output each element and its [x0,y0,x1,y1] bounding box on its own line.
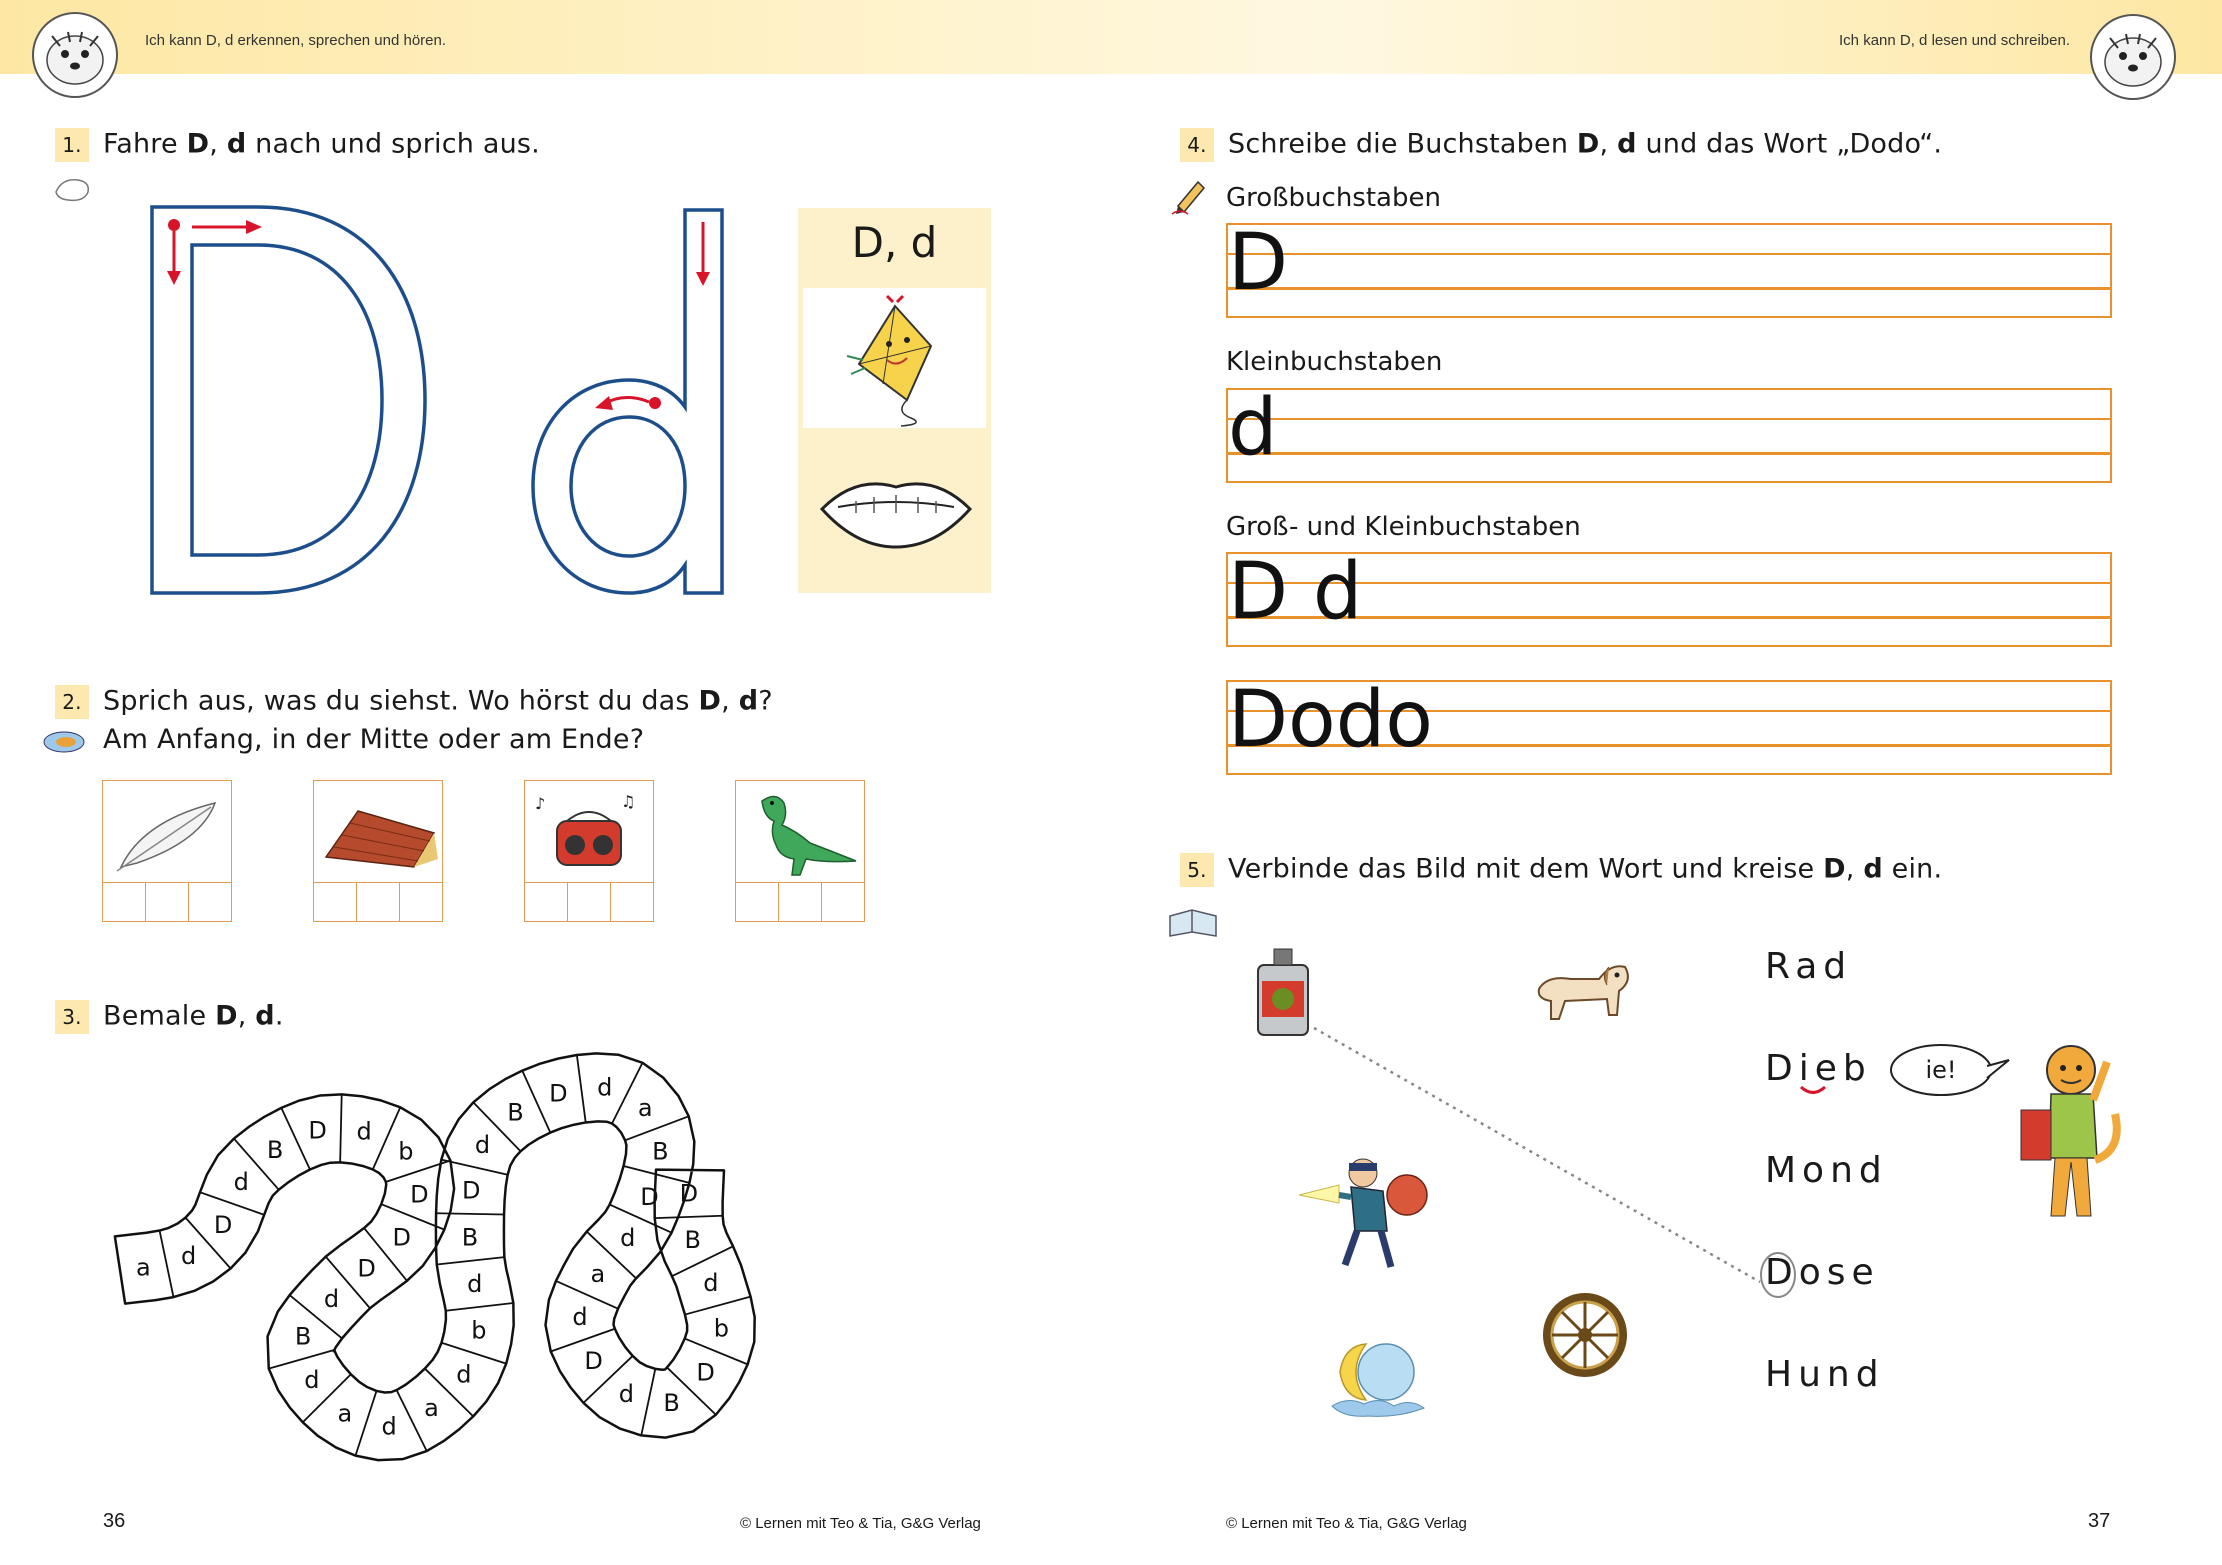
snake-segment-letter[interactable]: B [663,1388,680,1417]
snake-segment-letter[interactable]: b [471,1316,487,1345]
roof-icon [314,781,442,881]
snake-segment-letter[interactable]: D [461,1176,481,1205]
snake-segment-letter[interactable]: a [337,1399,353,1428]
snake-segment-letter[interactable]: D [308,1116,327,1145]
snake-segment-letter[interactable]: B [294,1322,312,1351]
task2-number: 2. [55,685,89,719]
letter-card [798,208,991,593]
writing-lines-both[interactable] [1226,547,2112,647]
snake-segment-letter[interactable]: a [637,1094,653,1123]
word-mond[interactable]: Mond [1765,1150,1888,1191]
snake-segment-letter[interactable]: B [684,1225,701,1254]
task2-line2: Am Anfang, in der Mitte oder am Ende? [103,724,645,755]
snake-segment-letter[interactable]: a [424,1393,439,1422]
wheel-icon[interactable] [1542,1292,1628,1378]
snake-segment-letter[interactable]: b [713,1314,729,1343]
label-uppercase: Großbuchstaben [1226,183,1441,213]
dog-icon[interactable] [1525,945,1635,1025]
book-icon [1166,906,1220,940]
writing-lines-lowercase[interactable] [1226,383,2112,483]
circled-letter-mark [1758,1250,1798,1300]
picture-card-radio [524,780,654,922]
task3-number: 3. [55,1000,89,1034]
sample-both: D d [1228,547,1363,637]
trace-letter-D[interactable] [140,180,440,605]
tiger-mascot-icon [2088,12,2178,102]
task2-instruction: 2. Sprich aus, was du siehst. Wo hörst du das D, d? [55,685,773,719]
snake-segment-letter[interactable]: D [392,1223,411,1252]
snake-segment-letter[interactable]: d [304,1366,320,1395]
writing-lines-uppercase[interactable] [1226,218,2112,318]
snake-segment-letter[interactable]: d [597,1073,613,1102]
snake-segment-letter[interactable]: d [181,1242,197,1271]
word-rad[interactable]: Rad [1765,946,1853,987]
snake-segment-letter[interactable]: d [474,1131,491,1160]
radio-icon [525,781,653,881]
svg-text:♫: ♫ [621,792,636,811]
writing-lines-word[interactable] [1226,675,2112,775]
task5-instruction: 5. Verbinde das Bild mit dem Wort und kreise D, d ein. [1180,853,1942,887]
snake-coloring[interactable] [100,1030,1000,1470]
mouth-icon [816,463,976,553]
sound-position-cells[interactable] [736,882,864,921]
sound-position-cells[interactable] [103,882,231,921]
trace-letter-d[interactable] [525,185,735,600]
tiger-character-icon [2015,1040,2125,1230]
snake-segment-letter[interactable]: d [381,1412,397,1441]
tiger-mascot-icon [30,10,120,100]
task1-instruction: 1. Fahre D, d nach und sprich aus. [55,128,540,162]
speech-bubble-text: ie! [1925,1056,1957,1084]
letter-card-title: D, d [851,218,938,267]
header-right-text: Ich kann D, d lesen und schreiben. [1839,32,2070,49]
label-both: Groß- und Kleinbuchstaben [1226,512,1581,542]
snake-segment-letter[interactable]: d [620,1224,636,1253]
kite-picture [803,288,986,428]
snake-segment-letter[interactable]: d [323,1285,340,1314]
header-left-text: Ich kann D, d erkennen, sprechen und hören. [145,32,447,49]
snake-segment-letter[interactable]: d [572,1303,588,1332]
snake-segment-letter[interactable]: D [640,1182,659,1211]
moon-icon[interactable] [1328,1332,1428,1422]
snake-segment-letter[interactable]: B [652,1137,669,1166]
page-number-left: 36 [103,1510,126,1532]
snake-segment-letter[interactable]: D [584,1346,603,1375]
snake-segment-letter[interactable]: d [356,1117,372,1146]
sample-uppercase: D [1228,218,1289,308]
word-dieb[interactable]: Dieb [1765,1048,1872,1089]
picture-card-dinosaur [735,780,865,922]
label-lowercase: Kleinbuchstaben [1226,347,1443,377]
sound-position-cells[interactable] [314,882,442,921]
snake-segment-letter[interactable]: d [703,1269,719,1298]
word-dose[interactable]: Dose [1765,1252,1880,1293]
big-upper-letter: D [140,180,153,199]
feather-icon [103,781,231,881]
picture-card-roof [313,780,443,922]
snake-segment-letter[interactable]: D [696,1358,715,1387]
sound-position-cells[interactable] [525,882,653,921]
snake-segment-letter[interactable]: D [357,1254,376,1283]
snake-segment-letter[interactable]: b [398,1137,414,1166]
finger-trace-icon [52,172,94,206]
sample-word: Dodo [1228,675,1434,765]
pencil-icon [1170,176,1210,216]
copyright-left: © Lernen mit Teo & Tia, G&G Verlag [740,1515,981,1532]
svg-text:♪: ♪ [535,794,546,813]
ie-underline-mark [1798,1084,1828,1098]
task1-number: 1. [55,128,89,162]
snake-segment-letter[interactable]: d [233,1167,249,1196]
speak-fish-icon [42,728,90,756]
task3-instruction: 3. Bemale D, d. [55,1000,284,1034]
snake-segment-letter[interactable]: B [461,1223,479,1252]
dinosaur-icon [736,781,864,881]
snake-segment-letter[interactable]: D [213,1211,233,1240]
page-number-right: 37 [2088,1510,2111,1532]
snake-segment-letter[interactable]: d [467,1269,483,1298]
word-hund[interactable]: Hund [1765,1354,1885,1395]
picture-card-feather [102,780,232,922]
snake-segment-letter[interactable]: D [679,1179,699,1208]
snake-segment-letter[interactable]: d [456,1360,472,1389]
snake-segment-letter[interactable]: D [410,1180,429,1209]
kite-icon [803,288,986,428]
snake-segment-letter[interactable]: B [266,1136,284,1165]
thief-icon[interactable] [1295,1145,1435,1275]
task4-instruction: 4. Schreibe die Buchstaben D, d und das Wort „Dodo“. [1180,128,1942,162]
snake-segment-letter[interactable]: a [590,1259,606,1288]
snake-segment-letter[interactable]: a [135,1253,151,1282]
task4-number: 4. [1180,128,1214,162]
big-lower-letter: d [525,185,536,204]
snake-segment-letter[interactable]: B [507,1098,524,1127]
snake-segment-letter[interactable]: D [549,1079,568,1108]
copyright-right: © Lernen mit Teo & Tia, G&G Verlag [1226,1515,1467,1532]
snake-segment-letter[interactable]: d [618,1379,634,1408]
task5-number: 5. [1180,853,1214,887]
tin-can-icon[interactable] [1250,935,1320,1045]
sample-lowercase: d [1228,383,1278,473]
